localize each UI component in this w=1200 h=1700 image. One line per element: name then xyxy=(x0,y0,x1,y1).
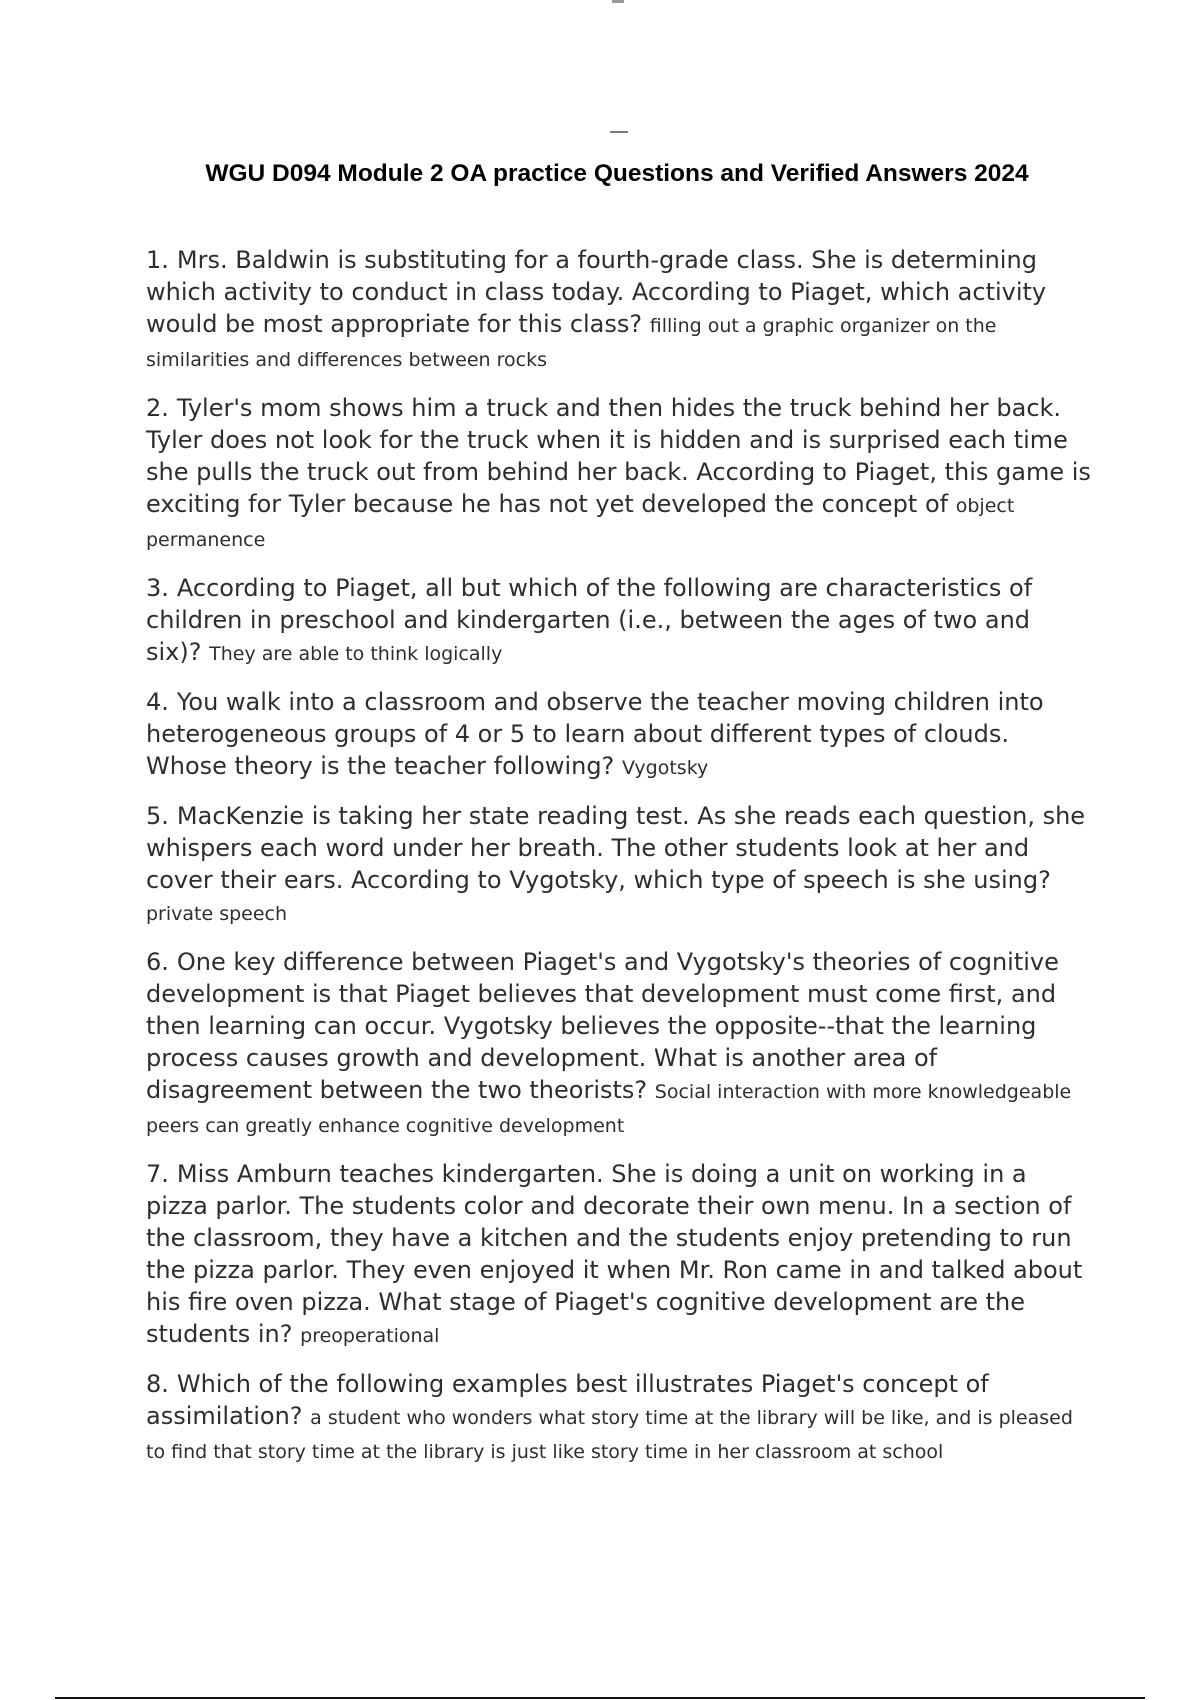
question-item xyxy=(146,1158,1091,1352)
question-item xyxy=(146,800,1091,930)
document-title: WGU D094 Module 2 OA practice Questions and Verified Answers 2024 xyxy=(205,160,1029,187)
question-text: MacKenzie is taking her state reading test. As she reads each question, she whispers each word under her breath. The other students look at her and cover their ears. According to Vygotsky, which type of speech is she using? xyxy=(146,802,1086,894)
question-number: 8. xyxy=(146,1370,169,1398)
question-list xyxy=(146,244,1091,1484)
question-text: Which of the following examples best illustrates Piaget's concept of assimilation? xyxy=(146,1370,989,1430)
question-number: 4. xyxy=(146,688,169,716)
question-answer: filling out a graphic organizer on the similarities and differences between rocks xyxy=(146,315,997,371)
question-answer: preoperational xyxy=(300,1325,440,1347)
question-number: 2. xyxy=(146,394,169,422)
question-item xyxy=(146,392,1091,556)
question-item xyxy=(146,244,1091,376)
question-number: 5. xyxy=(146,802,169,830)
question-text: Mrs. Baldwin is substituting for a fourth-grade class. She is determining which activity to conduct in class today. According to Piaget, which activity would be most appropriate for this class? xyxy=(146,246,1047,338)
question-answer: Vygotsky xyxy=(621,757,709,779)
question-text: Miss Amburn teaches kindergarten. She is doing a unit on working in a pizza parlor. The students color and decorate their own menu. In a section of the classroom, they have a kitchen and the students enjoy pretending to run the pizza parlor. They even enjoyed it when Mr. Ron came in and talked about his fire oven pizza. What stage of Piaget's cognitive development are the students in? xyxy=(146,1160,1083,1348)
question-number: 1. xyxy=(146,246,169,274)
question-text: According to Piaget, all but which of the following are characteristics of children in preschool and kindergarten (i.e., between the ages of two and six)? xyxy=(146,574,1033,666)
question-number: 3. xyxy=(146,574,169,602)
question-answer: private speech xyxy=(146,903,288,925)
question-text: One key difference between Piaget's and Vygotsky's theories of cognitive development is that Piaget believes that development must come first, and then learning can occur. Vygotsky believes the opposite--that the learning process causes growth and development. What is another area of disagreement between the two theorists? xyxy=(146,948,1059,1104)
page-dash-mark xyxy=(610,131,628,133)
question-number: 7. xyxy=(146,1160,169,1188)
question-item xyxy=(146,572,1091,670)
question-answer: Social interaction with more knowledgeable peers can greatly enhance cognitive development xyxy=(146,1081,1072,1137)
question-answer: They are able to think logically xyxy=(209,643,503,665)
question-number: 6. xyxy=(146,948,169,976)
question-text: You walk into a classroom and observe the teacher moving children into heterogeneous groups of 4 or 5 to learn about different types of clouds. Whose theory is the teacher following? xyxy=(146,688,1044,780)
question-item xyxy=(146,946,1091,1142)
question-item xyxy=(146,686,1091,784)
question-answer: object permanence xyxy=(146,495,1015,551)
question-answer: a student who wonders what story time at the library will be like, and is pleased to find that story time at the library is just like story time in her classroom at school xyxy=(146,1407,1073,1463)
top-scan-mark xyxy=(612,0,624,3)
question-text: Tyler's mom shows him a truck and then hides the truck behind her back. Tyler does not look for the truck when it is hidden and is surprised each time she pulls the truck out from behind her back. According to Piaget, this game is exciting for Tyler because he has not yet developed the concept of xyxy=(146,394,1091,518)
footer-rule xyxy=(55,1697,1145,1699)
question-item xyxy=(146,1368,1091,1468)
